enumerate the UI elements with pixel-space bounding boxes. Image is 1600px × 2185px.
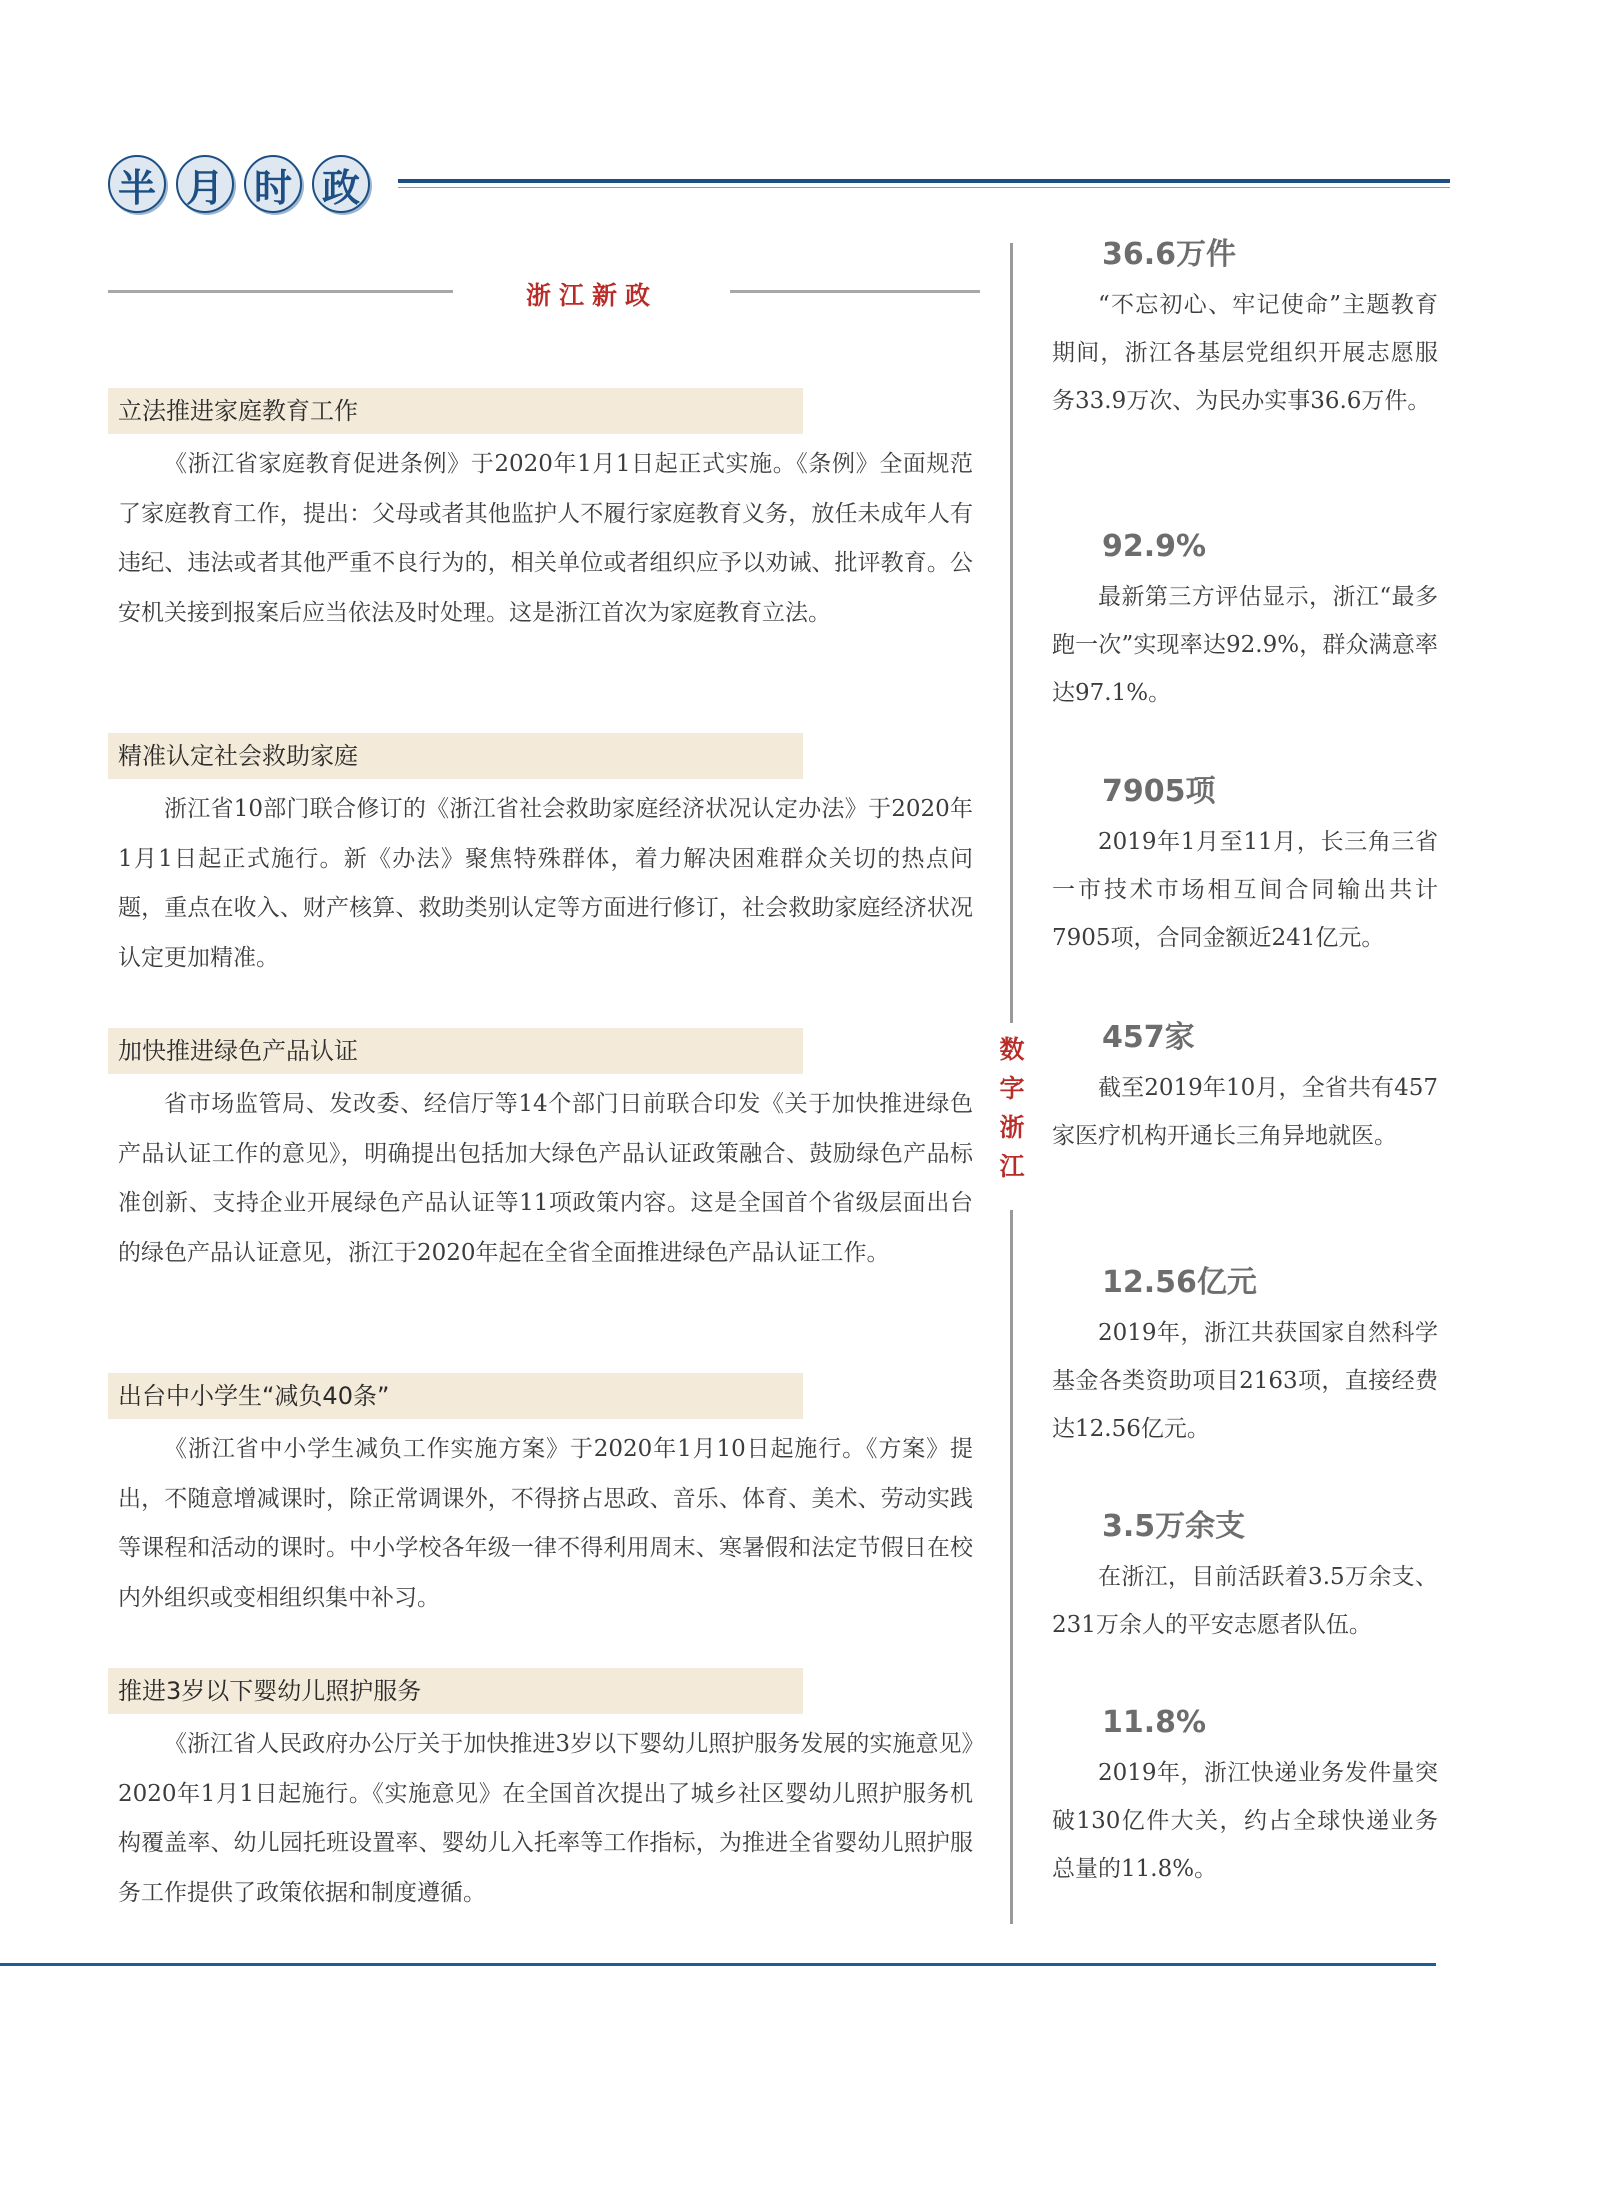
section-label-digital-zhejiang xyxy=(994,1030,1030,1186)
stat-paragraph: 最新第三方评估显示，浙江“最多跑一次”实现率达92.9%，群众满意率达97.1%。 xyxy=(1052,584,1438,706)
article-paragraph: 《浙江省家庭教育促进条例》于2020年1月1日起正式实施。《条例》全面规范了家庭教育工作，提出：父母或者其他监护人不履行家庭教育义务，放任未成年人有违纪、违法或者其他严重不良行为的，相关单位或者组织应予以劝诫、批评教育。公安机关接到报案后应当依法及时处理。这是浙江首次为家庭教育立法。 xyxy=(118,451,973,626)
section-heading-zhejiang-policy xyxy=(108,276,980,310)
stat-number: 11.8% xyxy=(1102,1705,1207,1740)
stat-text xyxy=(1052,1064,1438,1160)
article-paragraph: 浙江省10部门联合修订的《浙江省社会救助家庭经济状况认定办法》于2020年1月1日起正式施行。新《办法》聚焦特殊群体，着力解决困难群众关切的热点问题，重点在收入、财产核算、救助类别认定等方面进行修订，社会救助家庭经济状况认定更加精准。 xyxy=(118,796,973,971)
heading-rule-right xyxy=(730,290,980,293)
stat-text xyxy=(1052,818,1438,962)
stat-text xyxy=(1052,573,1438,717)
page-header xyxy=(108,155,1450,215)
stat-paragraph: 2019年1月至11月，长三角三省一市技术市场相互间合同输出共计7905项，合同金额近241亿元。 xyxy=(1052,829,1438,951)
section-title: 浙江新政 xyxy=(525,281,658,310)
stat-number: 92.9% xyxy=(1102,529,1207,564)
article-title: 精准认定社会救助家庭 xyxy=(108,733,803,779)
header-title xyxy=(108,155,370,213)
header-char: 半 xyxy=(108,155,166,213)
article xyxy=(108,388,973,638)
heading-rule-left xyxy=(108,290,453,293)
article-body xyxy=(108,785,973,983)
article xyxy=(108,1668,973,1918)
stat-text xyxy=(1052,281,1438,425)
stat-paragraph: 在浙江，目前活跃着3.5万余支、231万余人的平安志愿者队伍。 xyxy=(1052,1564,1438,1638)
stat-paragraph: 2019年，浙江快递业务发件量突破130亿件大关，约占全球快递业务总量的11.8%。 xyxy=(1052,1760,1438,1882)
stat-block xyxy=(1052,1018,1438,1160)
stat-paragraph: 2019年，浙江共获国家自然科学基金各类资助项目2163项，直接经费达12.56亿元。 xyxy=(1052,1320,1438,1442)
article-paragraph: 《浙江省中小学生减负工作实施方案》于2020年1月10日起施行。《方案》提出，不随意增减课时，除正常调课外，不得挤占思政、音乐、体育、美术、劳动实践等课程和活动的课时。中小学校各年级一律不得利用周末、寒暑假和法定节假日在校内外组织或变相组织集中补习。 xyxy=(118,1436,973,1611)
label-char: 江 xyxy=(999,1152,1025,1181)
header-char: 时 xyxy=(244,155,302,213)
article xyxy=(108,733,973,983)
article-title: 推进3岁以下婴幼儿照护服务 xyxy=(108,1668,803,1714)
stat-block xyxy=(1052,1507,1438,1649)
stat-block xyxy=(1052,772,1438,962)
header-rule xyxy=(398,179,1450,183)
stat-paragraph: “不忘初心、牢记使命”主题教育期间，浙江各基层党组织开展志愿服务33.9万次、为民办实事36.6万件。 xyxy=(1052,292,1438,414)
article xyxy=(108,1028,973,1278)
stat-block xyxy=(1052,1263,1438,1453)
stat-text xyxy=(1052,1749,1438,1893)
column-divider-top xyxy=(1010,243,1013,1023)
article-body xyxy=(108,1425,973,1623)
article xyxy=(108,1373,973,1623)
article-body xyxy=(108,1080,973,1278)
stat-number: 3.5万余支 xyxy=(1102,1509,1246,1544)
stat-text xyxy=(1052,1309,1438,1453)
stat-block xyxy=(1052,527,1438,717)
header-char: 月 xyxy=(176,155,234,213)
stat-block xyxy=(1052,1703,1438,1893)
stat-block xyxy=(1052,235,1438,425)
stat-text xyxy=(1052,1553,1438,1649)
article-title: 立法推进家庭教育工作 xyxy=(108,388,803,434)
header-char: 政 xyxy=(312,155,370,213)
footer-rule xyxy=(0,1963,1436,1966)
article-body xyxy=(108,1720,973,1918)
stat-number: 12.56亿元 xyxy=(1102,1265,1257,1300)
stat-number: 7905项 xyxy=(1102,774,1216,809)
article-paragraph: 《浙江省人民政府办公厅关于加快推进3岁以下婴幼儿照护服务发展的实施意见》2020年1月1日起施行。《实施意见》在全国首次提出了城乡社区婴幼儿照护服务机构覆盖率、幼儿园托班设置率、婴幼儿入托率等工作指标，为推进全省婴幼儿照护服务工作提供了政策依据和制度遵循。 xyxy=(118,1731,973,1906)
column-divider-bottom xyxy=(1010,1210,1013,1924)
stat-number: 457家 xyxy=(1102,1020,1195,1055)
article-paragraph: 省市场监管局、发改委、经信厅等14个部门日前联合印发《关于加快推进绿色产品认证工作的意见》，明确提出包括加大绿色产品认证政策融合、鼓励绿色产品标准创新、支持企业开展绿色产品认证等11项政策内容。这是全国首个省级层面出台的绿色产品认证意见，浙江于2020年起在全省全面推进绿色产品认证工作。 xyxy=(118,1091,973,1266)
stat-paragraph: 截至2019年10月，全省共有457家医疗机构开通长三角异地就医。 xyxy=(1052,1075,1438,1149)
article-title: 加快推进绿色产品认证 xyxy=(108,1028,803,1074)
article-body xyxy=(108,440,973,638)
stat-number: 36.6万件 xyxy=(1102,237,1237,272)
label-char: 浙 xyxy=(999,1113,1025,1142)
article-title: 出台中小学生“减负40条” xyxy=(108,1373,803,1419)
label-char: 数 xyxy=(999,1035,1025,1064)
label-char: 字 xyxy=(999,1074,1025,1103)
